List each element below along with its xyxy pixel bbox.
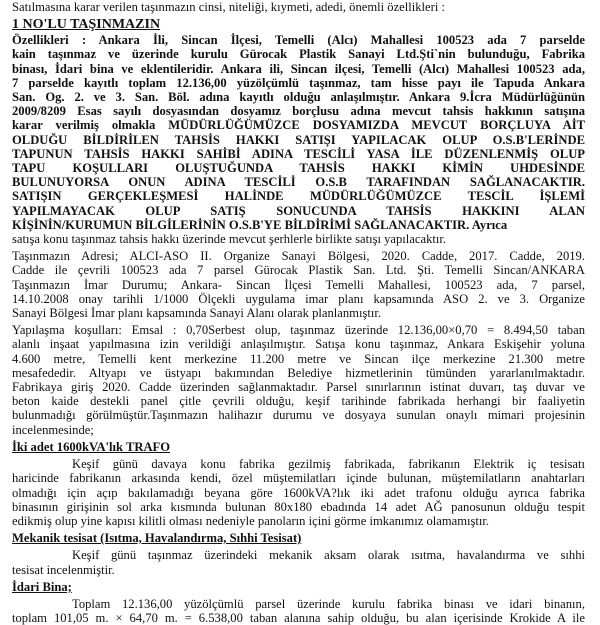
text-line: 14.10.2008 onay tarihli 1/1000 Ölçekli uygulama imar planı kapsamında ASO 2. ve 3. Organize xyxy=(12,291,585,306)
text-line: alanlı inşaat yapılmasına izin verildiği anlaşılmıştır. Satışa konu taşınmaz, Ankara Eskişehir yoluna xyxy=(12,337,585,352)
text-line: bulunmadığı görülmüştür.Taşınmazın halihazır durumu ve dosyaya sunulan onaylı mimari projesinin xyxy=(12,408,585,423)
text-line: karar verilmiş olmakla MÜDÜRLÜĞÜMÜZCE DOSYAMIZDA MEVCUT BORÇLUYA AİT xyxy=(12,118,585,133)
text-line: Taşınmazın İmar Durumu; Ankara- Sincan İlçesi Temelli Mahallesi, 100523 ada, 7 parsel, xyxy=(12,277,585,292)
text-line: Toplam 12.136,00 yüzölçümlü parsel üzerinde kurulu fabrika binası ve idari binanın, xyxy=(72,596,585,611)
text-line: KİŞİNİN/KURUMUN BİLGİLERİNİN O.S.B'YE BİLDİRİMİ SAĞLANACAKTIR. Ayrıca xyxy=(12,217,508,232)
text-line: Taşınmazın Adresi; ALCI-ASO II. Organize Sanayi Bölgesi, 2020. Cadde, 2017. Cadde, 2019. xyxy=(12,249,585,264)
text-line: tesisat incelenmiştir. xyxy=(12,562,115,577)
text-line: 1 NO'LU TAŞINMAZIN xyxy=(12,17,161,33)
text-line: Satılmasına karar verilen taşınmazın cinsi, niteliği, kıymeti, adedi, önemli özellikleri : xyxy=(12,0,445,14)
text-line: YAPILMAYACAK OLUP SATIŞ SONUCUNDA TAHSİS HAKKINI ALAN xyxy=(12,203,585,218)
text-line: Yapılaşma koşulları: Emsal : 0,70Serbest olup, taşınmaz üzerinde 12.136,00×0,70 = 8.494,50 taban xyxy=(12,323,585,338)
text-line: incelenmesinde; xyxy=(12,422,94,437)
text-line: OLDUĞU BİLDİRİLEN TAHSİS HAKKI SATIŞI YAPILACAK OLUP O.S.B'LERİNDE xyxy=(12,132,585,147)
text-line: Fabrikaya giriş 2020. Cadde üzerinden sağlanmaktadır. Parsel sınırlarının istinat duvarı, taş duvar ve xyxy=(12,380,585,395)
text-line: TAPUNUN TAHSİS HAKKI SAHİBİ ADINA TESCİLİ YASA İLE DÜZENLENMİŞ OLUP xyxy=(12,146,585,161)
text-line: Özellikleri : Ankara İli, Sincan İlçesi, Temelli (Alcı) Mahallesi 100523 ada 7 parselde xyxy=(12,33,585,48)
text-line: binasının girişinin sol arka kısmında bulunan 80x180 ebadında 14 adet AĞ panosunun olduğu tespit xyxy=(12,499,585,514)
text-line: SATIŞIN GERÇEKLEŞMESİ HALİNDE MÜDÜRLÜĞÜMÜZCE TESCİL İŞLEMİ xyxy=(12,189,585,204)
text-line: 7 parselde kayıtlı toplam 12.136,00 yüzölçümlü taşınmaz, tam hisse payı ile Tapuda Ankara xyxy=(12,75,585,90)
text-line: İki adet 1600kVA'lık TRAFO xyxy=(12,439,171,454)
text-line: BULUNUYORSA ONUN ADINA TESCİLİ O.S.B TARAFINDAN SAĞLANACAKTIR. xyxy=(12,175,585,190)
text-line: San. Og. 2. ve 3. San. Böl. adına kayıtlı olduğu anlaşılmıştır. Ankara 9.İcra Müdürlüğünün xyxy=(12,90,585,105)
text-line: binası, İdari bina ve eklentileridir. Ankara ili, Sincan ilçesi, Temelli (Alcı) Mahallesi 100523 ada, xyxy=(12,61,585,76)
text-line: 4.600 metre, Temelli kent merkezine 11.200 metre ve Sincan ilçe merkezine 21.300 metre xyxy=(12,351,585,366)
text-line: beton kaide destekli panel çitle çevrili olduğu, keşif tarihinde fabrikada herhangi bir faaliyetin xyxy=(12,394,585,409)
text-line: edikmiş olup yine kapısı kilitli olması nedeniyle panoların içini görme imkanımız olamamıştır. xyxy=(12,513,490,528)
text-line: olmadığı için açıp bakılamadığı beyana göre 1600kVA?lık iki adet trafonu olduğu ayrıca fabrika xyxy=(12,485,585,500)
text-line: toplam 101,05 m. × 64,70 m. = 6.538,00 taban alanına sahip olduğu, bu alan içerisinde Krokide A ile xyxy=(12,611,585,625)
text-line: 2009/8209 Esas sayılı dosyasından dosyamız borçlusu adına mevcut tahsis hakkının satışına xyxy=(12,104,585,119)
text-line: satışa konu taşınmaz tahsis hakkı üzerinde mevcut şerhlerle birlikte satışı yapılacaktır. xyxy=(12,232,447,247)
text-line: Keşif günü davaya konu fabrika gezilmiş fabrikada, fabrikanın Elektrik iç tesisatı xyxy=(72,457,585,472)
text-line: Mekanik tesisat (Isıtma, Havalandırma, Sıhhi Tesisat) xyxy=(12,531,302,546)
text-line: İdari Bina; xyxy=(12,579,72,594)
text-line: TAPU KOŞULLARI OLUŞTUĞUNDA TAHSİS HAKKI KİMİN UHDESİNDE xyxy=(12,161,585,176)
text-line: mesafededir. Altyapı ve üstyapı bakımından Belediye hizmetlerinin tümünden yararlanılmaktadır. xyxy=(12,365,585,380)
text-line: Keşif günü taşınmaz üzerindeki mekanik aksam olarak ısıtma, havalandırma ve sıhhi xyxy=(72,548,585,563)
text-line: Cadde ile çevrili 100523 ada 7 parsel Gürocak Plastik San. Ltd. Şti. Temelli Sincan/ANKARA xyxy=(12,263,585,278)
text-line: haricinde fabrikanın arkasında kendi, özel müştemilatları içinde bulunan, müştemilatların anahtarları xyxy=(12,471,585,486)
text-line: Sanayi Bölgesi İmar planı kapsamında Sanayi Alanı olarak planlanmıştır. xyxy=(12,306,381,321)
text-line: kain taşınmaz ve üzerinde kurulu Gürocak Plastik Sanayi Ltd.Şti`nin bulunduğu, Fabrika xyxy=(12,47,585,62)
